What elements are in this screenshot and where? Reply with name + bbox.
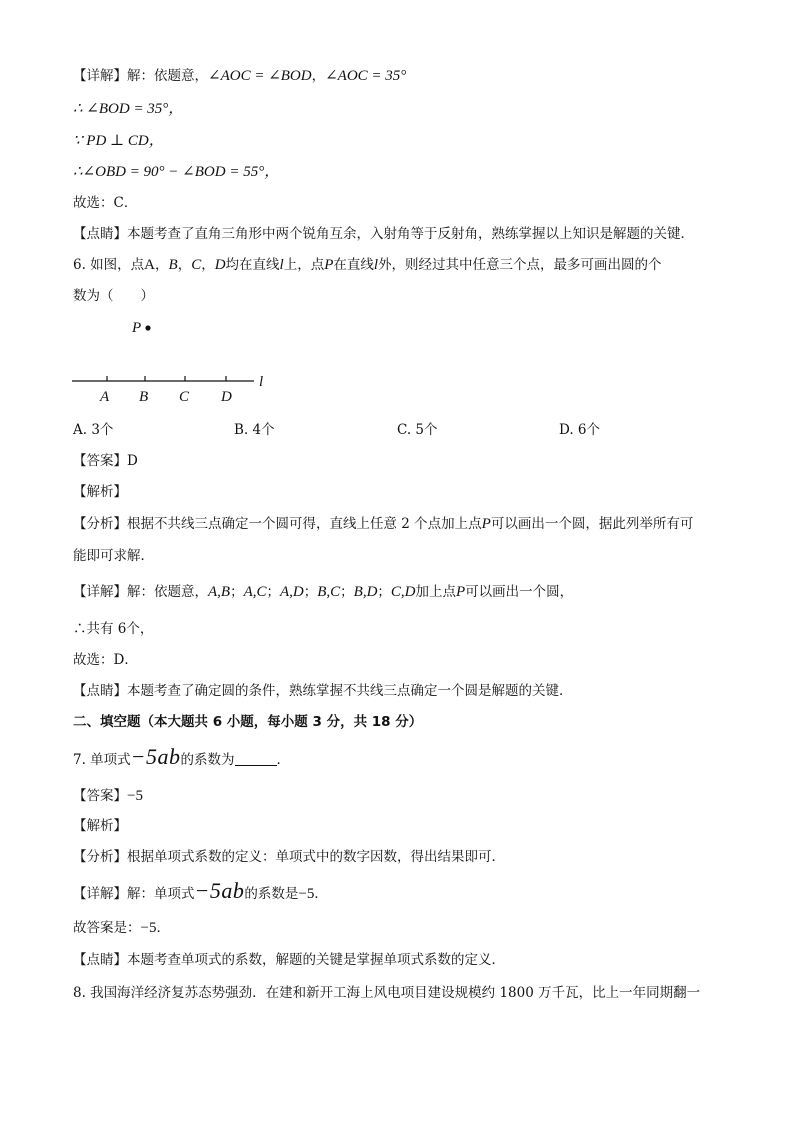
q6-stem <box>73 255 662 275</box>
q6-comment <box>73 681 573 701</box>
separator: ； <box>303 584 318 600</box>
option-b: B. 4个 <box>234 422 275 438</box>
point-b-label: B <box>168 257 178 273</box>
fenxi-tag: 【分析】 <box>73 516 127 532</box>
q7-final <box>73 918 170 938</box>
detail-tag: 【详解】 <box>73 584 127 600</box>
q6-fenxi <box>73 514 693 534</box>
comma: ， <box>311 68 326 84</box>
option-d: D. 6个 <box>559 422 601 438</box>
equation: ∠AOC = ∠BOD <box>208 68 312 84</box>
separator: ， <box>201 257 215 273</box>
detail-text: 的系数是 <box>244 886 299 902</box>
final-text: ． <box>156 920 170 936</box>
figure-point-b-label: B <box>139 389 149 405</box>
stem-text: 的系数为 <box>180 752 235 768</box>
detail-text: 加上点 <box>415 584 457 600</box>
point-p-label: P <box>324 257 334 273</box>
answer-tag: 【答案】 <box>73 788 127 804</box>
equation: ∠AOC = 35° <box>325 68 407 84</box>
detail-text: 解：依题意， <box>127 68 208 84</box>
stem-text: 上，点 <box>283 257 325 273</box>
q7-analysis-tag: 【解析】 <box>73 818 127 834</box>
q5-step-obd: ∴∠OBD = 90° − ∠BOD = 55°， <box>73 164 280 180</box>
pair-ad: A,D <box>280 584 304 600</box>
answer-blank <box>235 751 277 766</box>
q6-answer <box>73 451 138 471</box>
pair-ac: A,C <box>243 584 267 600</box>
monomial-expression: −5ab <box>130 744 181 769</box>
q5-comment <box>73 224 694 244</box>
stem-text: 6. 如图，点 <box>73 257 145 273</box>
detail-text: 解：单项式 <box>127 886 195 902</box>
line-l-label: l <box>373 257 379 273</box>
separator: ； <box>230 584 244 600</box>
detail-text: 可以画出一个圆， <box>465 584 574 600</box>
option-a: A. 3个 <box>73 422 114 438</box>
figure-point-c-label: C <box>179 389 190 405</box>
q5-detail-line <box>73 66 406 86</box>
q5-step-perp: ∵ PD ⊥ CD， <box>73 133 164 149</box>
fenxi-text: 根据单项式系数的定义：单项式中的数字因数，得出结果即可． <box>127 849 505 865</box>
separator: ； <box>266 584 280 600</box>
q6-figure <box>60 312 290 412</box>
detail-tag: 【详解】 <box>73 68 127 84</box>
detail-text: ． <box>314 886 328 902</box>
point-p-label: P <box>456 584 466 600</box>
fenxi-text: 可以画出一个圆，据此列举所有可 <box>490 516 694 532</box>
fenxi-text: 根据不共线三点确定一个圆可得，直线上任意 2 个点加上点 <box>127 516 482 532</box>
answer-value: D <box>127 453 138 469</box>
coefficient-value: −5 <box>298 886 315 902</box>
answer-tag: 【答案】 <box>73 453 127 469</box>
figure-point-p-label: P <box>132 320 142 336</box>
pair-cd: C,D <box>390 584 416 600</box>
q6-analysis-tag: 【解析】 <box>73 484 127 500</box>
q6-total: ∴共有 6个， <box>73 621 154 637</box>
comment-text: 本题考查了确定圆的条件，熟练掌握不共线三点确定一个圆是解题的关键． <box>127 683 573 699</box>
comment-tag: 【点睛】 <box>73 226 127 242</box>
option-c: C. 5个 <box>397 422 438 438</box>
point-d-label: D <box>214 257 226 273</box>
stem-text: 在直线 <box>333 257 374 273</box>
q6-fenxi-line2: 能即可求解． <box>73 548 154 564</box>
pair-ab: A,B <box>208 584 231 600</box>
q6-detail <box>73 582 573 602</box>
q5-choice: 故选：C． <box>73 195 138 211</box>
pair-bc: B,C <box>317 584 341 600</box>
separator: ； <box>340 584 354 600</box>
pair-bd: B,D <box>353 584 378 600</box>
figure-point-d-label: D <box>221 389 232 405</box>
section-heading: 二、填空题（本大题共 6 小题，每小题 3 分，共 18 分） <box>73 714 423 730</box>
stem-text: ． <box>276 752 291 768</box>
q6-choice: 故选：D． <box>73 652 138 668</box>
answer-value: −5 <box>127 788 143 804</box>
q8-stem: 8. 我国海洋经济复苏态势强劲．在建和新开工海上风电项目建设规模约 1800 万千瓦，比上一年同期翻一 <box>73 985 701 1001</box>
q6-stem-line2: 数为（ ） <box>73 288 154 304</box>
q7-fenxi <box>73 847 505 867</box>
separator: ， <box>155 257 169 273</box>
comment-tag: 【点睛】 <box>73 683 127 699</box>
point-p-dot <box>145 325 150 330</box>
detail-text: 解：依题意， <box>127 584 208 600</box>
separator: ； <box>377 584 391 600</box>
figure-line-l-label: l <box>259 374 264 390</box>
point-p-label: P <box>481 516 491 532</box>
fenxi-tag: 【分析】 <box>73 849 127 865</box>
figure-point-a-label: A <box>100 389 110 405</box>
q7-answer <box>73 786 143 806</box>
comment-text: 本题考查单项式的系数，解题的关键是掌握单项式系数的定义． <box>127 952 505 968</box>
comment-text: 本题考查了直角三角形中两个锐角互余，入射角等于反射角，熟练掌握以上知识是解题的关键． <box>127 226 694 242</box>
point-c-label: C <box>191 257 202 273</box>
final-text: 故答案是： <box>73 920 141 936</box>
q7-stem <box>73 744 291 770</box>
stem-text: 均在直线 <box>225 257 280 273</box>
comment-tag: 【点睛】 <box>73 952 127 968</box>
q7-detail <box>73 878 328 904</box>
stem-text: 7. 单项式 <box>73 752 131 768</box>
q5-step-bod: ∴ ∠BOD = 35°， <box>73 101 184 117</box>
stem-text: 外，则经过其中任意三个点，最多可画出圆的个 <box>378 257 662 273</box>
q7-comment <box>73 950 505 970</box>
line-l-label: l <box>279 257 284 273</box>
separator: ， <box>177 257 192 273</box>
final-value: −5 <box>140 920 157 936</box>
detail-tag: 【详解】 <box>73 886 127 902</box>
monomial-expression: −5ab <box>194 878 245 903</box>
point-a-label: A <box>144 257 156 273</box>
